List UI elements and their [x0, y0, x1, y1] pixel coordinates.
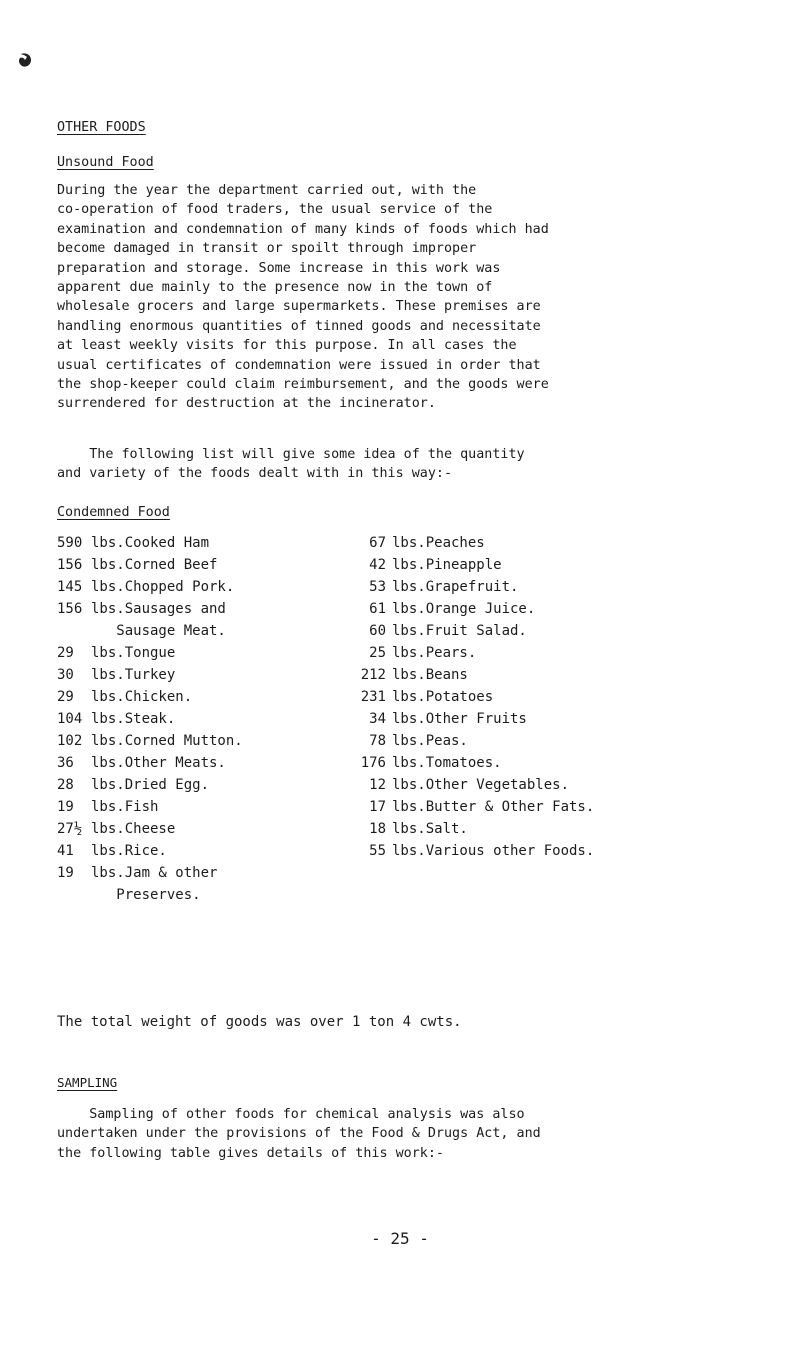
section-title: OTHER FOODS [57, 120, 146, 135]
quantity: 29 [57, 689, 74, 705]
subsection-title: Unsound Food [57, 155, 154, 170]
quantity: 104 [57, 711, 83, 727]
food-item: lbs.Grapefruit. [392, 579, 519, 595]
total-weight-text: The total weight of goods was over 1 ton 4 cwts. [57, 1014, 462, 1030]
sampling-paragraph: Sampling of other foods for chemical analysis was also undertaken under the provisions of the Food & Drugs Act, and the following table gives details of this work:- [57, 1107, 541, 1161]
food-item: lbs.Tongue [91, 645, 176, 661]
food-item: lbs.Fruit Salad. [392, 623, 527, 639]
condemned-food-title: Condemned Food [57, 505, 170, 520]
food-item: lbs.Cooked Ham [91, 535, 210, 551]
quantity: 19 [57, 865, 74, 881]
quantity: 17 [369, 799, 386, 815]
food-item: lbs.Jam & other Preserves. [91, 865, 218, 903]
intro-paragraph: During the year the department carried out, with the co-operation of food traders, the usual service of the examination and condemnation of many kinds of foods which had become damaged in transit or spoilt through improper preparation and storage. Some increase in this work was apparent due mainly to the presence now in the town of wholesale grocers and large supermarkets. These premises are handling enormous quantities of tinned goods and necessitate at least weekly visits for this purpose. In all cases the usual certificates of condemnation were issued in order that the shop-keeper could claim reimbursement, and the goods were surrendered for destruction at the incinerator. [57, 183, 549, 412]
list-item [57, 818, 337, 840]
food-item: lbs.Potatoes [392, 689, 494, 705]
quantity: 36 [57, 755, 74, 771]
page-number: - 25 - [371, 1229, 429, 1248]
quantity: 34 [369, 711, 386, 727]
quantity: 67 [369, 535, 386, 551]
quantity: 28 [57, 777, 74, 793]
food-item: lbs.Peas. [392, 733, 468, 749]
quantity: 156 [57, 557, 83, 573]
list-item [57, 576, 337, 598]
food-item: lbs.Fish [91, 799, 159, 815]
list-item [350, 576, 750, 598]
ink-blot-mark [18, 52, 32, 68]
list-item [350, 642, 750, 664]
quantity: 53 [369, 579, 386, 595]
list-item [57, 642, 337, 664]
food-item: lbs.Corned Mutton. [91, 733, 243, 749]
list-item [350, 796, 750, 818]
list-item [350, 620, 750, 642]
quantity: 78 [369, 733, 386, 749]
quantity: 590 [57, 535, 83, 551]
quantity: 145 [57, 579, 83, 595]
quantity: 61 [369, 601, 386, 617]
quantity: 19 [57, 799, 74, 815]
quantity: 29 [57, 645, 74, 661]
food-item: lbs.Peaches [392, 535, 485, 551]
list-item [57, 840, 337, 862]
food-item: lbs.Steak. [91, 711, 176, 727]
list-item [350, 598, 750, 620]
list-item [350, 708, 750, 730]
list-item [57, 862, 337, 906]
list-item [350, 532, 750, 554]
list-item [350, 730, 750, 752]
food-item: lbs.Beans [392, 667, 468, 683]
list-item [57, 730, 337, 752]
food-item: lbs.Butter & Other Fats. [392, 799, 595, 815]
food-item: lbs.Tomatoes. [392, 755, 502, 771]
condemned-list-left [57, 532, 337, 906]
quantity: 156 [57, 601, 83, 617]
food-item: lbs.Other Meats. [91, 755, 226, 771]
quantity: 176 [360, 755, 386, 771]
list-item [57, 664, 337, 686]
food-item: lbs.Cheese [91, 821, 176, 837]
condemned-list-right [350, 532, 750, 862]
list-intro-paragraph: The following list will give some idea of the quantity and variety of the foods dealt with in this way:- [57, 447, 525, 482]
quantity: 55 [369, 843, 386, 859]
food-item: lbs.Other Vegetables. [392, 777, 570, 793]
list-item [350, 686, 750, 708]
list-item [350, 554, 750, 576]
food-item: lbs.Rice. [91, 843, 167, 859]
quantity: 18 [369, 821, 386, 837]
food-item: lbs.Salt. [392, 821, 468, 837]
list-item [57, 598, 337, 642]
list-item [350, 752, 750, 774]
quantity: 102 [57, 733, 83, 749]
list-item [57, 708, 337, 730]
food-item: lbs.Corned Beef [91, 557, 218, 573]
list-item [350, 774, 750, 796]
sampling-title: SAMPLING [57, 1075, 118, 1090]
food-item: lbs.Sausages and Sausage Meat. [91, 601, 226, 639]
list-item [57, 554, 337, 576]
food-item: lbs.Other Fruits [392, 711, 527, 727]
list-item [57, 796, 337, 818]
quantity: 12 [369, 777, 386, 793]
list-item [57, 774, 337, 796]
list-item [350, 664, 750, 686]
list-item [57, 752, 337, 774]
quantity: 41 [57, 843, 74, 859]
food-item: lbs.Dried Egg. [91, 777, 210, 793]
quantity: 212 [360, 667, 386, 683]
quantity: 231 [360, 689, 386, 705]
food-item: lbs.Orange Juice. [392, 601, 536, 617]
list-item [57, 686, 337, 708]
quantity: 42 [369, 557, 386, 573]
food-item: lbs.Pears. [392, 645, 477, 661]
food-item: lbs.Chopped Pork. [91, 579, 235, 595]
list-item [350, 840, 750, 862]
food-item: lbs.Various other Foods. [392, 843, 595, 859]
list-item [350, 818, 750, 840]
quantity: 25 [369, 645, 386, 661]
quantity: 27½ [57, 821, 83, 837]
food-item: lbs.Chicken. [91, 689, 193, 705]
quantity: 60 [369, 623, 386, 639]
food-item: lbs.Pineapple [392, 557, 502, 573]
list-item [57, 532, 337, 554]
food-item: lbs.Turkey [91, 667, 176, 683]
quantity: 30 [57, 667, 74, 683]
